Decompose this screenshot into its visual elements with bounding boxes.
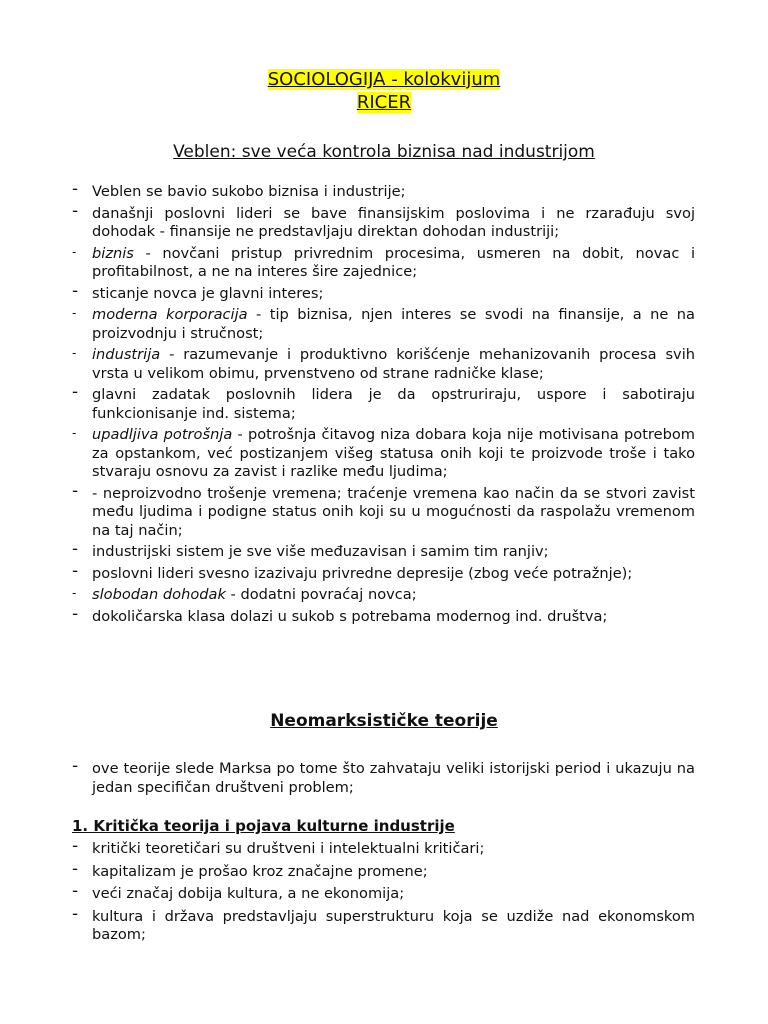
- list-item-text: sticanje novca je glavni interes;: [92, 284, 324, 302]
- list-item: [72, 586, 695, 605]
- list-item-text: ove teorije slede Marksa po tome što zahvataju veliki istorijski period i ukazuju na jedan specifičan društveni problem;: [92, 760, 695, 796]
- list-item: [72, 386, 695, 423]
- list-item-text: - potrošnja čitavog niza dobara koja nije motivisana potrebom za opstankom, već postizanjem višeg statusa onih koji te proizvode troše i tako stvaraju osnovu za zavist i razlike među ljudima;: [92, 426, 695, 480]
- list-item-text: industrijski sistem je sve više međuzavisan i samim tim ranjiv;: [92, 543, 549, 560]
- neomarxist-list: [72, 760, 695, 801]
- list-item: [72, 608, 695, 627]
- list-item-term: biznis: [92, 244, 134, 262]
- list-item: [72, 908, 695, 945]
- list-item: [72, 760, 695, 797]
- list-item-term: slobodan dohodak: [92, 586, 226, 603]
- list-item: [72, 426, 695, 482]
- list-item: [72, 885, 695, 904]
- list-item-term: moderna korporacija: [92, 306, 248, 323]
- list-item: [72, 543, 695, 562]
- section-heading-neomarxist: Neomarksističke teorije: [270, 711, 498, 731]
- list-item: [72, 183, 695, 202]
- list-item-text: - neproizvodno trošenje vremena; traćenje vremena kao način da se stvori zavist među ljudima i podigne status onih koji su u mogućnosti da raspolažu vremenom na taj način;: [92, 484, 695, 539]
- document-title: [0, 68, 768, 114]
- critical-theory-list: [72, 840, 695, 949]
- list-item: [72, 840, 695, 859]
- list-item: [72, 485, 695, 541]
- list-item-text: - novčani pristup privrednim procesima, usmeren na dobit, novac i profitabilnost, a ne na interes šire zajednice;: [92, 244, 695, 280]
- section-heading-veblen: Veblen: sve veća kontrola biznisa nad industrijom: [173, 142, 595, 162]
- list-item-text: poslovni lideri svesno izazivaju privredne depresije (zbog veće potražnje);: [92, 564, 633, 582]
- list-item-text: Veblen se bavio sukobo biznisa i industrije;: [92, 183, 406, 200]
- list-item: [72, 863, 695, 882]
- list-item-text: glavni zadatak poslovnih lidera je da opstruriraju, uspore i sabotiraju funkcionisanje ind. sistema;: [92, 386, 695, 422]
- title-line-1: SOCIOLOGIJA - kolokvijum: [267, 69, 501, 90]
- list-item-term: upadljiva potrošnja: [92, 426, 233, 443]
- subsection-heading-critical-theory: 1. Kritička teorija i pojava kulturne industrije: [72, 817, 455, 835]
- list-item: [72, 245, 695, 282]
- list-item-text: - dodatni povraćaj novca;: [225, 586, 417, 603]
- title-line-2: RICER: [356, 92, 412, 113]
- list-item-term: industrija: [92, 346, 161, 363]
- list-item: [72, 565, 695, 584]
- list-item: [72, 306, 695, 343]
- list-item-text: dokoličarska klasa dolazi u sukob s potrebama modernog ind. društva;: [92, 607, 608, 625]
- list-item: [72, 205, 695, 242]
- list-item: [72, 285, 695, 304]
- list-item-text: kritički teoretičari su društveni i intelektualni kritičari;: [92, 840, 485, 857]
- list-item-text: kultura i država predstavljaju superstrukturu koja se uzdiže nad ekonomskom bazom;: [92, 907, 695, 943]
- list-item-text: veći značaj dobija kultura, a ne ekonomija;: [92, 885, 405, 902]
- veblen-list: [72, 183, 695, 629]
- list-item-text: - razumevanje i produktivno korišćenje mehanizovanih procesa svih vrsta u velikom obimu, prvenstveno od strane radničke klase;: [92, 346, 695, 382]
- list-item-text: kapitalizam je prošao kroz značajne promene;: [92, 862, 428, 880]
- list-item-text: - tip biznisa, njen interes se svodi na finansije, a ne na proizvodnju i stručnost;: [92, 306, 695, 342]
- list-item-text: današnji poslovni lideri se bave finansijskim poslovima i ne rzarađuju svoj dohodak - finansije ne predstavljaju direktan dohodan industriji;: [92, 204, 695, 240]
- list-item: [72, 346, 695, 383]
